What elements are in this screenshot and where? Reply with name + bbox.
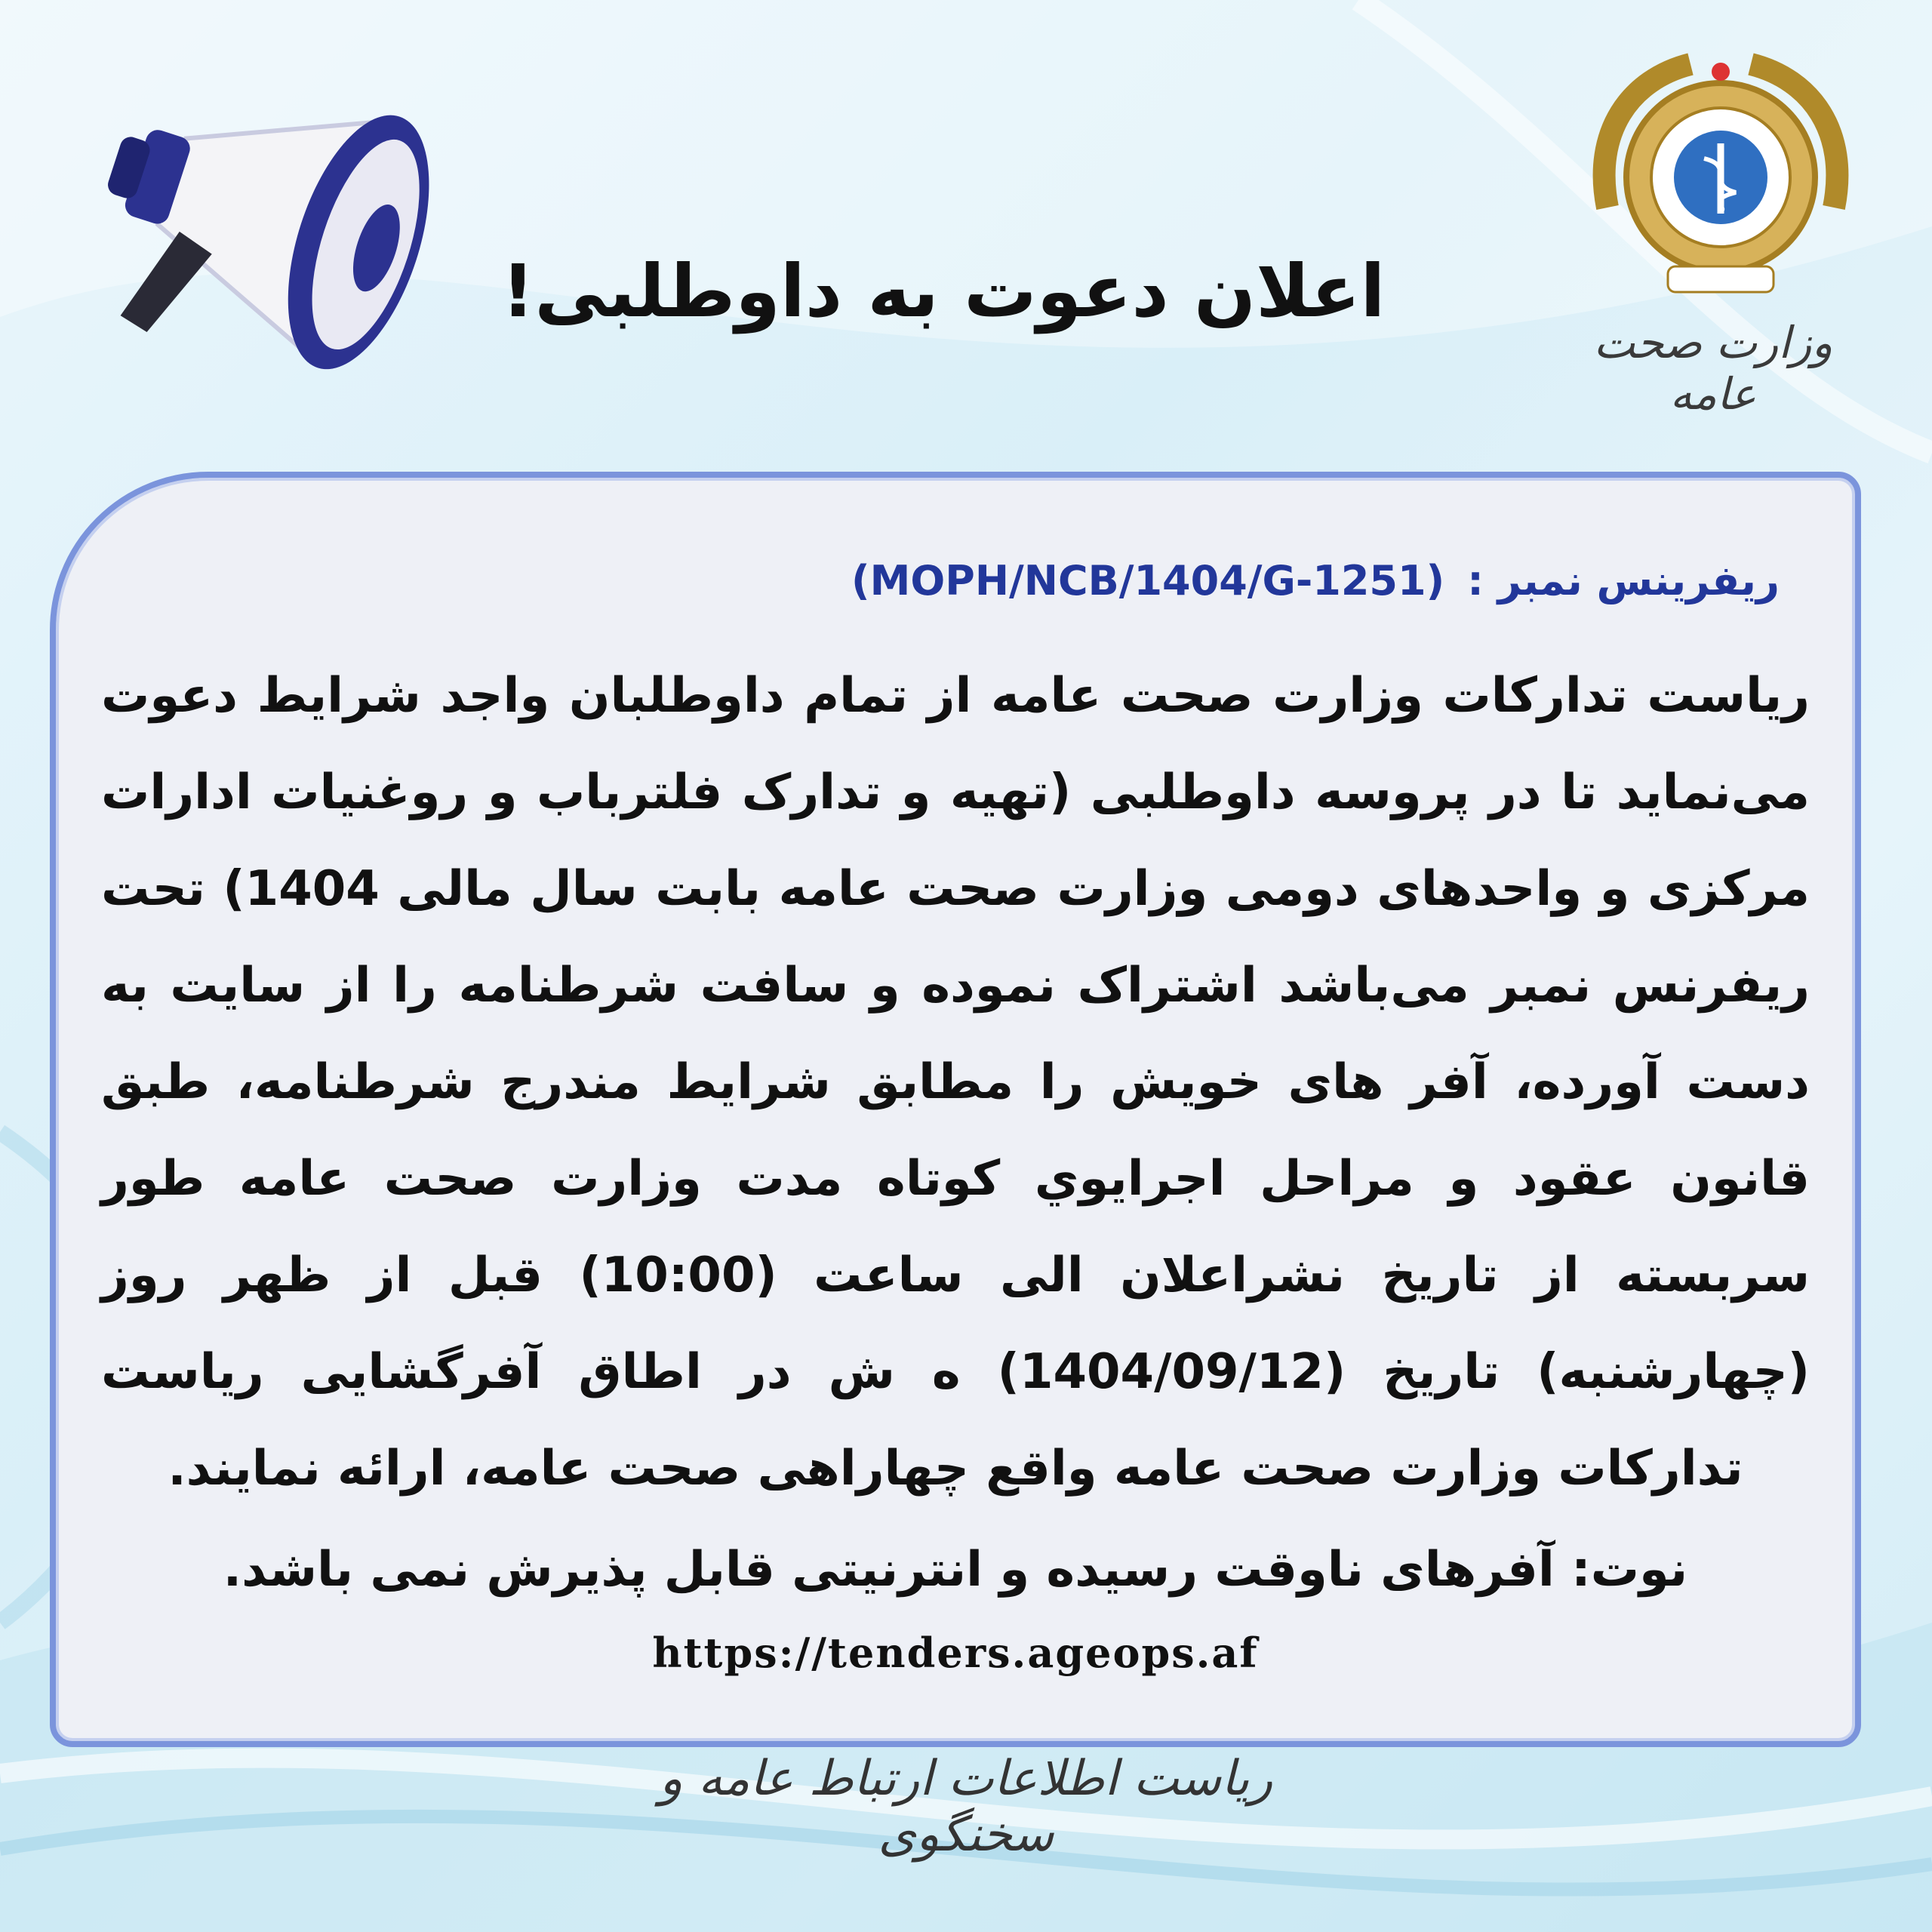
note-text: نوت: آفرهای ناوقت رسیده و انترنیتی قابل پذیرش نمی باشد. bbox=[223, 1542, 1688, 1598]
reference-label: ریفرینس نمبر : bbox=[1467, 557, 1780, 605]
footer-calligraphy: ریاست اطلاعات ارتباط عامه و سخنگوی bbox=[659, 1751, 1273, 1863]
reference-line bbox=[851, 557, 1780, 605]
megaphone-icon bbox=[75, 45, 498, 392]
announcement-title: اعلان دعوت به داوطلبی! bbox=[501, 249, 1386, 334]
ministry-calligraphy-label: وزارت صحت عامه bbox=[1593, 317, 1833, 420]
reference-code: (MOPH/NCB/1404/G-1251) bbox=[851, 557, 1445, 605]
announcement-body: ریاست تدارکات وزارت صحت عامه از تمام داوطلبان واجد شرایط دعوت می‌نماید تا در پروسه داوطلبی (تهیه و تدارک فلترباب و روغنیات ادارات مرکزی و واحدهای دومی وزارت صحت عامه بابت سال مالی 1404) تحت ریفرنس نمبر می‌باشد اشتراک نموده و سافت شرطنامه را از سایت به دست آورده، آفر های خویش را مطابق شرایط مندرج شرطنامه، طبق قانون عقود و مراحل اجرایوي کوتاه مدت وزارت صحت عامه طور سربسته از تاریخ نشراعلان الی ساعت (10:00) قبل از ظهر روز (چهارشنبه) تاریخ (1404/09/12) ه ش در اطاق آفرگشایی ریاست تدارکات وزارت صحت عامه واقع چهاراهی صحت عامه، ارائه نمایند. bbox=[101, 668, 1810, 1497]
tenders-url[interactable]: https://tenders.ageops.af bbox=[652, 1629, 1259, 1677]
ministry-seal-logo bbox=[1562, 53, 1879, 325]
announcement-card bbox=[50, 472, 1861, 1747]
